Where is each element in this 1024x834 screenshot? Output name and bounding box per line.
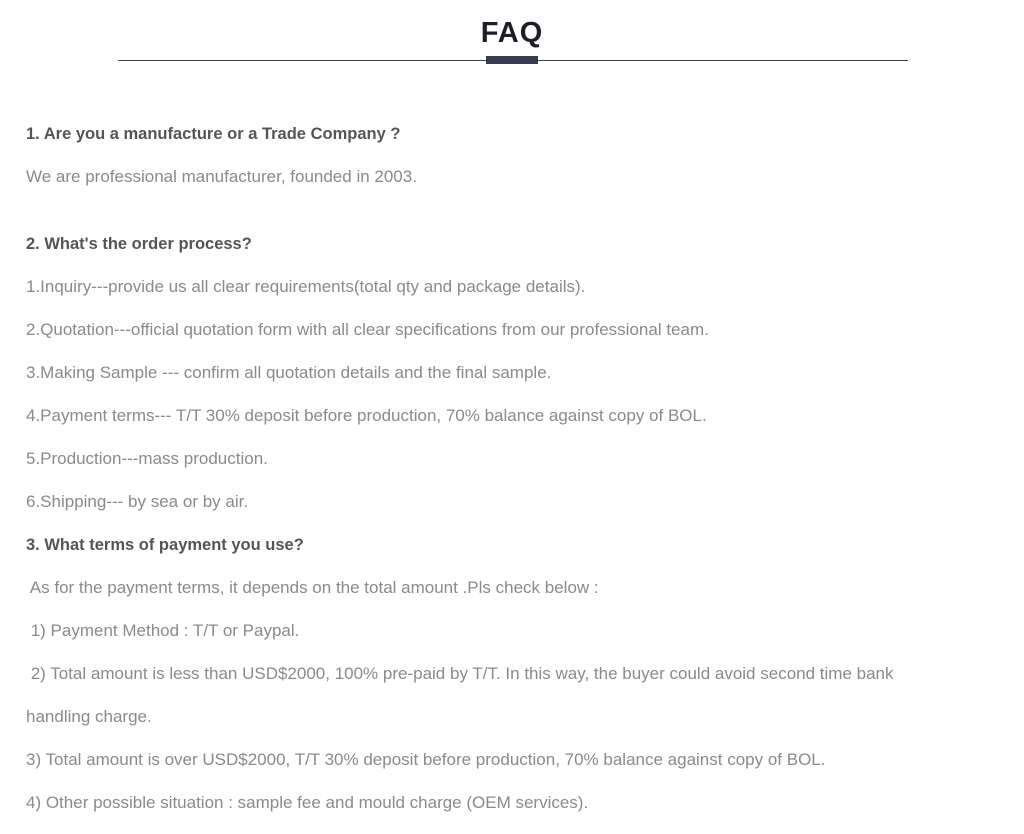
faq-answer-1: We are professional manufacturer, founded in 2003. bbox=[26, 167, 417, 186]
page-title: FAQ bbox=[480, 17, 544, 49]
faq-answer-3-line-2: 1) Payment Method : T/T or Paypal. bbox=[26, 621, 300, 640]
faq-answer-2-step-1: 1.Inquiry---provide us all clear requirements(total qty and package details). bbox=[26, 277, 586, 296]
faq-answer-2-step-3: 3.Making Sample --- confirm all quotation details and the final sample. bbox=[26, 363, 552, 382]
faq-answer-2-step-6: 6.Shipping--- by sea or by air. bbox=[26, 492, 249, 511]
faq-answer-2-step-5: 5.Production---mass production. bbox=[26, 449, 268, 468]
faq-answer-2-step-4: 4.Payment terms--- T/T 30% deposit before production, 70% balance against copy of BOL. bbox=[26, 406, 707, 425]
faq-question-2: 2. What's the order process? bbox=[26, 235, 252, 253]
faq-answer-3-line-1: As for the payment terms, it depends on the total amount .Pls check below : bbox=[26, 578, 599, 597]
title-accent-bar bbox=[486, 56, 538, 64]
faq-answer-3-line-3: 2) Total amount is less than USD$2000, 100% pre-paid by T/T. In this way, the buyer could avoid second time bank bbox=[26, 664, 894, 683]
faq-header bbox=[0, 0, 1024, 70]
faq-question-1: 1. Are you a manufacture or a Trade Company ? bbox=[26, 125, 401, 143]
faq-answer-3-line-4: handling charge. bbox=[26, 707, 152, 726]
faq-question-3: 3. What terms of payment you use? bbox=[26, 536, 304, 554]
faq-answer-3-line-5: 3) Total amount is over USD$2000, T/T 30% deposit before production, 70% balance against copy of BOL. bbox=[26, 750, 826, 769]
faq-answer-3-line-6: 4) Other possible situation : sample fee and mould charge (OEM services). bbox=[26, 793, 589, 812]
faq-answer-2-step-2: 2.Quotation---official quotation form with all clear specifications from our professional team. bbox=[26, 320, 709, 339]
